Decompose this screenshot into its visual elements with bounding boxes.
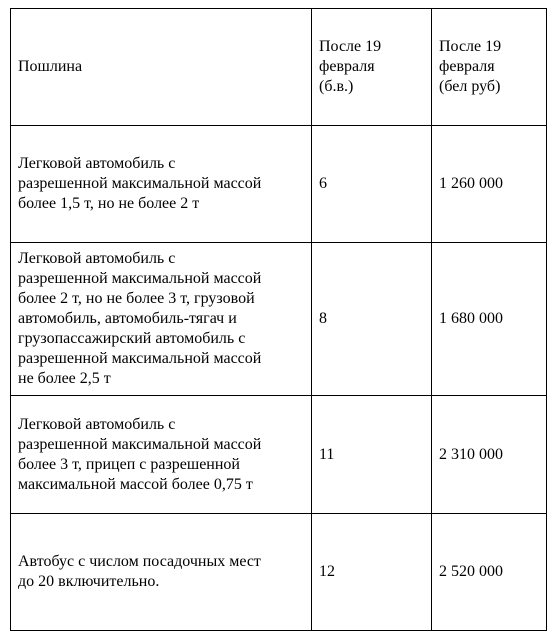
- row-base-units: 8: [319, 310, 327, 327]
- header-rubles-label: После 19 февраля (бел руб): [439, 38, 502, 95]
- row-description-cell: [11, 396, 312, 514]
- duty-table: [10, 8, 547, 631]
- row-rubles: 2 310 000: [439, 445, 503, 463]
- row-base-units-cell: [312, 396, 432, 514]
- header-base-units-label: После 19 февраля (б.в.): [319, 38, 382, 95]
- row-rubles: 2 520 000: [439, 563, 503, 580]
- table-row: [11, 514, 547, 631]
- header-duty: [11, 9, 312, 126]
- row-rubles-cell: [432, 396, 547, 514]
- row-base-units-cell: [312, 243, 432, 396]
- row-description: Автобус с числом посадочных мест до 20 включительно.: [18, 553, 261, 590]
- row-rubles-cell: [432, 126, 547, 243]
- row-base-units-cell: [312, 126, 432, 243]
- row-description-cell: [11, 514, 312, 631]
- row-description: Легковой автомобиль с разрешенной максимальной массой более 3 т, прицеп с разрешенной максимальной массой более 0,75 т: [18, 415, 262, 493]
- row-description-cell: [11, 126, 312, 243]
- row-base-units: 11: [319, 445, 335, 463]
- table-row: [11, 126, 547, 243]
- row-rubles-cell: [432, 243, 547, 396]
- header-rubles: [432, 9, 547, 126]
- row-rubles: 1 260 000: [439, 175, 503, 192]
- row-base-units-cell: [312, 514, 432, 631]
- table-row: [11, 243, 547, 396]
- table-header-row: [11, 9, 547, 126]
- row-rubles-cell: [432, 514, 547, 631]
- row-rubles: 1 680 000: [439, 310, 503, 327]
- row-description: Легковой автомобиль с разрешенной максимальной массой более 1,5 т, но не более 2 т: [18, 155, 262, 212]
- header-base-units: [312, 9, 432, 126]
- row-base-units: 6: [319, 175, 327, 192]
- table-row: [11, 396, 547, 514]
- header-duty-label: Пошлина: [18, 58, 83, 75]
- row-base-units: 12: [319, 563, 335, 580]
- row-description-cell: [11, 243, 312, 396]
- row-description: Легковой автомобиль с разрешенной максимальной массой более 2 т, но не более 3 т, грузовой автомобиль, автомобиль-тягач и грузопассажирский автомобиль с разрешенной максимальной массой не более 2,5 т: [18, 250, 262, 387]
